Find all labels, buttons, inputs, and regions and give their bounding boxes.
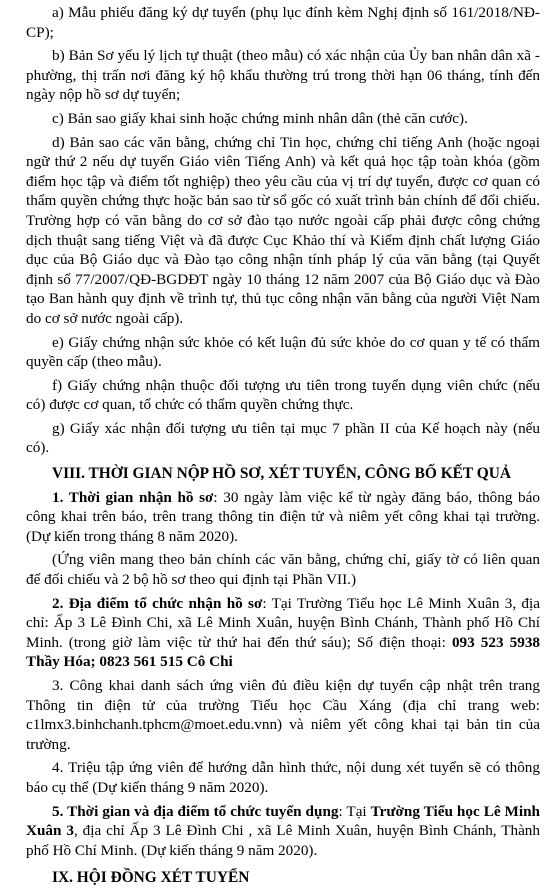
section-8-heading: VIII. THỜI GIAN NỘP HỒ SƠ, XÉT TUYỂN, CÔNG BỐ KẾT QUẢ: [52, 465, 511, 483]
item-a: a) Mẫu phiếu đăng ký dự tuyển (phụ lục đính kèm Nghị định số 161/2018/NĐ-CP);: [26, 4, 540, 41]
section-8-item-1: [26, 488, 540, 547]
section-8-item-5: [26, 802, 540, 861]
section-8-item-2: [26, 594, 540, 672]
item-d: d) Bản sao các văn bằng, chứng chỉ Tin học, chứng chỉ tiếng Anh (hoặc ngoại ngữ thứ 2 nếu dự tuyển Giáo viên Tiếng Anh) và kết quả học tập toàn khóa (gồm điểm học tập và điểm tốt nghiệp) theo yêu cầu của vị trí dự tuyển, được cơ quan có thẩm quyền chứng thực hoặc bản sao từ sổ gốc có xuất trình bản chính để đối chiếu. Trường hợp có văn bằng do cơ sở đào tạo nước ngoài cấp phải được công chứng dịch thuật sang tiếng Việt và đã được Cục Khảo thí và Kiểm định chất lượng Giáo dục của Bộ Giáo dục và Đào tạo công nhận tính pháp lý của văn bằng (tại Quyết định số 77/2007/QĐ-BGDĐT ngày 10 tháng 12 năm 2007 của Bộ Giáo dục và Đào tạo Ban hành quy định về trình tự, thủ tục công nhận văn bằng của người Việt Nam do cơ sở nước ngoài cấp).: [26, 133, 540, 327]
section-8-item-3: 3. Công khai danh sách ứng viên đủ điều kiện dự tuyển cập nhật trên trang Thông tin điện tử của trường Tiểu học Cầu Xáng (địa chỉ trang web: c1lmx3.binhchanh.tphcm@moet.edu.vnn) và niêm yết công khai tại bản tin của trường.: [26, 677, 540, 753]
section-9-heading: IX. HỘI ĐỒNG XÉT TUYỂN: [52, 869, 250, 887]
item-2-label: 2. Địa điểm tổ chức nhận hồ sơ: [52, 594, 263, 612]
section-8-item-1-note: (Ứng viên mang theo bản chính các văn bằng, chứng chỉ, giấy tờ có liên quan để đối chiếu và 2 bộ hồ sơ theo qui định tại Phần VII.): [26, 551, 540, 589]
item-5-school: Trường Tiểu học Lê Minh Xuân 3: [26, 802, 541, 840]
item-2-text: : Tại Trường Tiểu học Lê Minh Xuân 3, địa chỉ: Ấp 3 Lê Đình Chi, xã Lê Minh Xuân, huyện Bình Chánh, Thành phố Hồ Chí Minh. (trong giờ làm việc từ thứ hai đến thứ sáu); Số điện thoại:: [26, 594, 540, 651]
item-5-mid: : Tại: [338, 802, 371, 820]
section-8-item-4: 4. Triệu tập ứng viên để hướng dẫn hình thức, nội dung xét tuyển sẽ có thông báo cụ thể (Dự kiến tháng 9 năm 2020).: [26, 759, 540, 796]
item-f: f) Giấy chứng nhận thuộc đối tượng ưu tiên trong tuyển dụng viên chức (nếu có) được cơ quan, tổ chức có thẩm quyền chứng thực.: [26, 376, 540, 414]
item-e: e) Giấy chứng nhận sức khỏe có kết luận đủ sức khỏe do cơ quan y tế có thẩm quyền cấp (theo mẫu).: [26, 333, 540, 371]
item-g: g) Giấy xác nhận đối tượng ưu tiên tại mục 7 phần II của Kế hoạch này (nếu có).: [26, 419, 540, 457]
item-5-text: , địa chỉ Ấp 3 Lê Đình Chi , xã Lê Minh Xuân, huyện Bình Chánh, Thành phố Hồ Chí Minh. (Dự kiến tháng 9 năm 2020).: [26, 822, 540, 859]
item-b: b) Bản Sơ yếu lý lịch tự thuật (theo mẫu) có xác nhận của Ủy ban nhân dân xã - phường, thị trấn nơi đăng ký hộ khẩu thường trú trong thời hạn 06 tháng, tính đến ngày nộp hồ sơ dự tuyển;: [26, 47, 540, 104]
item-c: c) Bản sao giấy khai sinh hoặc chứng minh nhân dân (thẻ căn cước).: [52, 109, 468, 127]
document-page: [26, 3, 540, 892]
item-2-phone: 093 523 5938 Thầy Hóa; 0823 561 515 Cô Chi: [26, 633, 540, 671]
item-5-label: 5. Thời gian và địa điểm tổ chức tuyển dụng: [52, 802, 339, 820]
item-1-label: 1. Thời gian nhận hồ sơ: [52, 488, 214, 506]
item-1-text: : 30 ngày làm việc kể từ ngày đăng báo, thông báo công khai trên báo, trên trang thông tin điện tử và niêm yết công khai tại trường. (Dự kiến trong tháng 8 năm 2020).: [26, 488, 540, 545]
